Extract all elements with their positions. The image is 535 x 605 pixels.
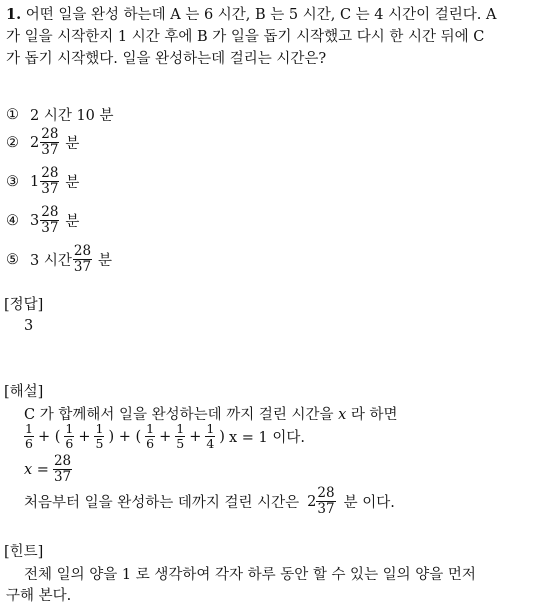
option-2-denominator: 37: [41, 142, 59, 158]
option-1[interactable]: [6, 104, 114, 125]
option-4-whole: 3: [30, 212, 40, 229]
final-whole: 2: [307, 493, 317, 510]
x-eq-label: x =: [24, 461, 49, 478]
x-fraction-num: 28: [53, 453, 72, 469]
option-4-numerator: 28: [41, 204, 59, 220]
eq-close: ): [219, 428, 225, 445]
eq-frac-2-den: 6: [65, 436, 74, 451]
question-line-1: [6, 6, 496, 24]
option-3-numerator: 28: [41, 165, 59, 181]
question-number: 1.: [6, 6, 22, 23]
option-4-unit: 분: [65, 214, 80, 230]
eq-plus-1: + (: [37, 428, 61, 445]
x-fraction: [53, 455, 72, 484]
option-3-unit: 분: [65, 175, 80, 191]
option-5-unit: 분: [98, 253, 113, 269]
eq-frac-4: [145, 423, 155, 450]
option-2-unit: 분: [65, 136, 80, 152]
option-2-mark: ②: [6, 134, 19, 151]
option-2-numerator: 28: [41, 126, 59, 142]
option-5-denominator: 37: [73, 259, 92, 275]
option-5-mark: ⑤: [6, 251, 19, 268]
explanation-text-1-end: 라 하면: [350, 407, 398, 423]
option-4-fraction: [40, 206, 59, 235]
option-3-denominator: 37: [41, 181, 59, 197]
eq-tail: x = 1 이다.: [228, 430, 305, 446]
explanation-equation: [24, 423, 305, 450]
eq-frac-2-num: 1: [65, 421, 74, 436]
eq-frac-5-num: 1: [176, 421, 185, 436]
option-5-fraction: [73, 245, 92, 274]
eq-plus-3: ) + (: [108, 428, 142, 445]
final-fraction-num: 28: [317, 485, 335, 501]
eq-plus-4: +: [159, 428, 172, 445]
question-line-3: 가 돕기 시작했다. 일을 완성하는데 걸리는 시간은?: [6, 51, 327, 67]
option-5-prefix: 3 시간: [30, 253, 72, 269]
eq-frac-6-num: 1: [206, 421, 215, 436]
eq-frac-6: [205, 423, 215, 450]
eq-frac-2: [64, 423, 74, 450]
explanation-variable: x: [338, 407, 347, 423]
eq-frac-6-den: 4: [206, 436, 215, 451]
option-2[interactable]: [6, 128, 79, 157]
hint-line-2: 구해 본다.: [6, 588, 72, 604]
question-line-2: 가 일을 시작한지 1 시간 후에 B 가 일을 돕기 시작했고 다시 한 시간 뒤에 C: [6, 29, 485, 45]
answer-value: 3: [24, 318, 34, 334]
eq-frac-3: [94, 423, 104, 450]
eq-frac-5-den: 5: [176, 436, 185, 451]
final-text-post: 분 이다.: [343, 495, 395, 511]
option-4-mark: ④: [6, 212, 19, 229]
final-fraction: [316, 487, 335, 516]
option-3[interactable]: [6, 167, 79, 196]
eq-frac-5: [175, 423, 185, 450]
option-3-whole: 1: [30, 173, 40, 190]
option-3-fraction: [40, 167, 59, 196]
explanation-label: [해설]: [4, 384, 44, 400]
eq-plus-2: +: [78, 428, 91, 445]
hint-label: [힌트]: [4, 544, 44, 560]
question-text-1: 어떤 일을 완성 하는데 A 는 6 시간, B 는 5 시간, C 는 4 시간이 걸린다. A: [25, 7, 497, 23]
option-2-fraction: [40, 128, 59, 157]
option-1-text: 2 시간 10 분: [30, 108, 114, 124]
hint-line-1: 전체 일의 양을 1 로 생각하여 각자 하루 동안 할 수 있는 일의 양을 먼저: [24, 567, 476, 583]
eq-plus-5: +: [189, 428, 202, 445]
eq-frac-4-den: 6: [146, 436, 155, 451]
option-4-denominator: 37: [41, 220, 59, 236]
x-fraction-den: 37: [53, 469, 72, 485]
final-text-pre: 처음부터 일을 완성하는 데까지 걸린 시간은: [24, 495, 300, 511]
eq-frac-3-num: 1: [95, 421, 104, 436]
explanation-x-value: [24, 455, 72, 484]
eq-frac-1-den: 6: [25, 436, 33, 451]
eq-frac-1-num: 1: [25, 421, 33, 436]
explanation-text-1: C 가 합께해서 일을 완성하는데 까지 걸린 시간을: [24, 407, 334, 423]
final-fraction-den: 37: [317, 501, 335, 517]
option-4[interactable]: [6, 206, 79, 235]
eq-frac-4-num: 1: [146, 421, 155, 436]
option-2-whole: 2: [30, 134, 40, 151]
option-1-mark: ①: [6, 106, 19, 123]
option-3-mark: ③: [6, 173, 19, 190]
explanation-final: [24, 487, 395, 516]
eq-frac-1: [24, 423, 34, 450]
option-5-numerator: 28: [73, 243, 92, 259]
answer-label: [정답]: [4, 297, 44, 313]
eq-frac-3-den: 5: [95, 436, 104, 451]
option-5[interactable]: [6, 245, 112, 274]
